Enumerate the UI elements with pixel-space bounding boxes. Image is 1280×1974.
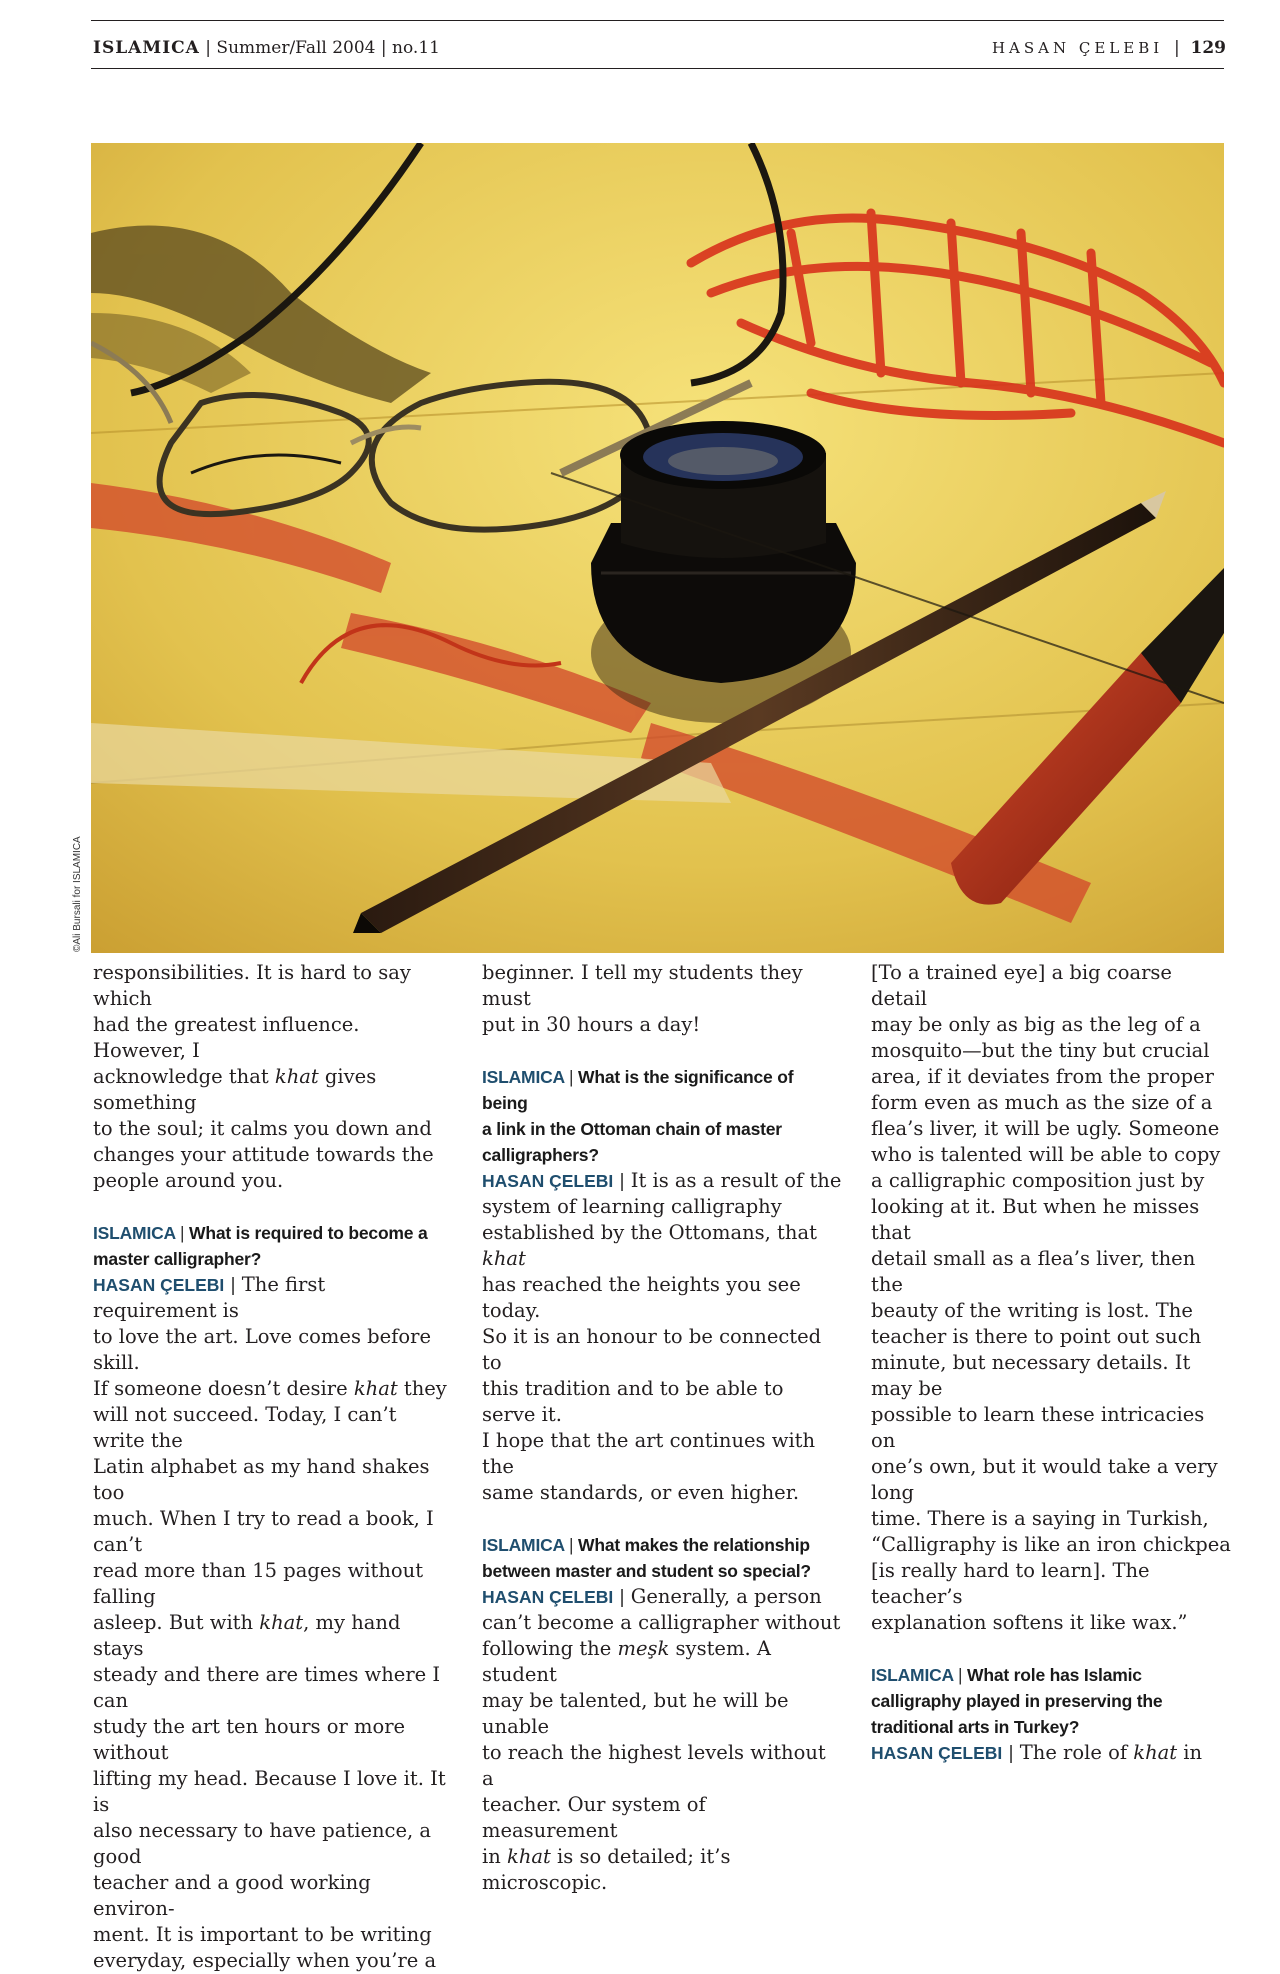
header-sep: |: [1173, 38, 1180, 58]
calligraphy-photo: [91, 143, 1224, 953]
tag-separator: |: [230, 1274, 236, 1296]
text-line: Generally, a person: [630, 1585, 822, 1608]
text-line: Latin alphabet as my hand shakes too: [93, 1455, 430, 1504]
text-line: to reach the highest levels without a: [482, 1741, 826, 1790]
header-sep: |: [380, 38, 387, 58]
text-line: It is as a result of the: [630, 1169, 842, 1192]
tag-separator: |: [1008, 1742, 1014, 1764]
issue-season: Summer/Fall 2004: [216, 38, 376, 58]
interview-question: [93, 1220, 453, 1272]
question-line: master calligrapher?: [93, 1249, 262, 1269]
italic-term: khat: [1133, 1741, 1178, 1764]
tag-separator: |: [569, 1067, 574, 1087]
text-line: will not succeed. Today, I can’t write the: [93, 1403, 397, 1452]
interviewer-tag: ISLAMICA: [871, 1665, 954, 1685]
text-line: looking at it. But when he misses that: [871, 1195, 1200, 1244]
text-line: form even as much as the size of a: [871, 1091, 1213, 1114]
text-line: steady and there are times where I can: [93, 1663, 441, 1712]
text-line: system of learning calligraphy: [482, 1195, 782, 1218]
text-line: may be only as big as the leg of a: [871, 1013, 1201, 1036]
text-line: ment. It is important to be writing: [93, 1923, 432, 1946]
text-line: this tradition and to be able to serve it.: [482, 1377, 784, 1426]
interviewee-tag: HASAN ÇELEBI: [93, 1275, 225, 1295]
text-line: responsibilities. It is hard to say which: [93, 961, 411, 1010]
interview-question: [482, 1532, 842, 1584]
text-line: So it is an honour to be connected to: [482, 1325, 822, 1374]
text-line: in: [482, 1845, 507, 1868]
text-line: beauty of the writing is lost. The: [871, 1299, 1193, 1322]
interviewee-tag: HASAN ÇELEBI: [871, 1743, 1003, 1763]
text-line: time. There is a saying in Turkish,: [871, 1507, 1209, 1530]
text-line: people around you.: [93, 1169, 284, 1192]
interview-answer: [482, 1168, 842, 1506]
question-line: What is the significance of being: [482, 1067, 794, 1113]
text-column-3: [871, 960, 1231, 1766]
question-line: a link in the Ottoman chain of master: [482, 1119, 782, 1139]
interview-answer: [482, 1584, 842, 1896]
text-line: following the: [482, 1637, 618, 1660]
italic-term: khat: [507, 1845, 551, 1868]
text-line: teacher and a good working environ-: [93, 1871, 371, 1920]
tag-separator: |: [958, 1665, 963, 1685]
italic-term: khat: [274, 1065, 319, 1088]
interviewee-tag: HASAN ÇELEBI: [482, 1171, 614, 1191]
text-line: area, if it deviates from the proper: [871, 1065, 1214, 1088]
text-line: study the art ten hours or more without: [93, 1715, 406, 1764]
text-line: lifting my head. Because I love it. It is: [93, 1767, 446, 1816]
running-header-left: [93, 36, 440, 60]
issue-number: no.11: [392, 38, 440, 58]
running-header-right: [992, 36, 1226, 60]
text-line: The first requirement is: [93, 1273, 326, 1322]
text-line: possible to learn these intricacies on: [871, 1403, 1205, 1452]
question-line: between master and student so special?: [482, 1561, 811, 1581]
italic-term: khat: [353, 1377, 398, 1400]
text-line: one’s own, but it would take a very long: [871, 1455, 1218, 1504]
interviewer-tag: ISLAMICA: [93, 1223, 176, 1243]
text-line: can’t become a calligrapher without: [482, 1611, 841, 1634]
text-line: explanation softens it like wax.”: [871, 1611, 1188, 1634]
text-line: to the soul; it calms you down and: [93, 1117, 432, 1140]
text-line: everyday, especially when you’re a: [93, 1949, 437, 1972]
text-line: If someone doesn’t desire: [93, 1377, 354, 1400]
text-line: a calligraphic composition just by: [871, 1169, 1205, 1192]
question-line: calligraphers?: [482, 1145, 599, 1165]
interviewee-tag: HASAN ÇELEBI: [482, 1587, 614, 1607]
paragraph: [871, 960, 1231, 1636]
text-line: put in 30 hours a day!: [482, 1013, 701, 1036]
text-line: acknowledge that: [93, 1065, 275, 1088]
text-line: read more than 15 pages without falling: [93, 1559, 424, 1608]
interviewer-tag: ISLAMICA: [482, 1067, 565, 1087]
interview-question: [871, 1662, 1231, 1740]
tag-separator: |: [619, 1586, 625, 1608]
text-line: they: [397, 1377, 447, 1400]
text-column-2: [482, 960, 842, 1896]
paragraph: [482, 960, 842, 1038]
text-line: , my hand stays: [93, 1611, 401, 1660]
text-line: also necessary to have patience, a good: [93, 1819, 432, 1868]
text-line: to love the art. Love comes before skill.: [93, 1325, 432, 1374]
text-line: has reached the heights you see today.: [482, 1273, 801, 1322]
text-line: who is talented will be able to copy: [871, 1143, 1221, 1166]
text-line: teacher is there to point out such: [871, 1325, 1202, 1348]
italic-term: meşk: [617, 1637, 670, 1660]
text-line: had the greatest influence. However, I: [93, 1013, 360, 1062]
header-top-rule: [91, 20, 1224, 21]
italic-term: khat: [482, 1247, 526, 1270]
photo-illustration: [91, 143, 1224, 953]
interview-question: [482, 1064, 842, 1168]
text-line: I hope that the art continues with the: [482, 1429, 816, 1478]
article-author: HASAN ÇELEBI: [991, 39, 1164, 57]
text-line: much. When I try to read a book, I can’t: [93, 1507, 434, 1556]
question-line: traditional arts in Turkey?: [871, 1717, 1080, 1737]
interview-answer: [871, 1740, 1231, 1766]
question-line: What makes the relationship: [578, 1535, 810, 1555]
question-line: What role has Islamic: [967, 1665, 1142, 1685]
text-line: beginner. I tell my students they must: [482, 961, 803, 1010]
text-line: system. A student: [482, 1637, 771, 1686]
text-line: is so detailed; it’s microscopic.: [482, 1845, 731, 1894]
text-line: teacher. Our system of measurement: [482, 1793, 706, 1842]
text-line: “Calligraphy is like an iron chickpea: [871, 1533, 1231, 1556]
question-line: What is required to become a: [189, 1223, 428, 1243]
text-line: mosquito—but the tiny but crucial: [871, 1039, 1210, 1062]
photo-credit: ©Ali Bursali for ISLAMICA: [72, 836, 83, 952]
header-bottom-rule: [91, 68, 1224, 69]
text-line: [is really hard to learn]. The teacher’s: [871, 1559, 1150, 1608]
tag-separator: |: [180, 1223, 185, 1243]
text-line: [To a trained eye] a big coarse detail: [871, 961, 1172, 1010]
text-line: may be talented, but he will be unable: [482, 1689, 789, 1738]
text-line: minute, but necessary details. It may be: [871, 1351, 1191, 1400]
text-line: asleep. But with: [93, 1611, 260, 1634]
text-column-1: [93, 960, 453, 1974]
header-sep: |: [205, 38, 212, 58]
tag-separator: |: [569, 1535, 574, 1555]
text-line: The role of: [1019, 1741, 1134, 1764]
text-line: gives something: [93, 1065, 377, 1114]
text-line: established by the Ottomans, that: [482, 1221, 817, 1244]
interview-answer: [93, 1272, 453, 1974]
question-line: calligraphy played in preserving the: [871, 1691, 1163, 1711]
tag-separator: |: [619, 1170, 625, 1192]
italic-term: khat: [259, 1611, 304, 1634]
text-line: same standards, or even higher.: [482, 1481, 800, 1504]
text-line: flea’s liver, it will be ugly. Someone: [871, 1117, 1220, 1140]
magazine-name: ISLAMICA: [93, 38, 200, 58]
interviewer-tag: ISLAMICA: [482, 1535, 565, 1555]
paragraph: [93, 960, 453, 1194]
text-line: detail small as a flea’s liver, then the: [871, 1247, 1196, 1296]
page-number: 129: [1190, 38, 1226, 58]
text-line: in: [1177, 1741, 1203, 1764]
text-line: changes your attitude towards the: [93, 1143, 434, 1166]
